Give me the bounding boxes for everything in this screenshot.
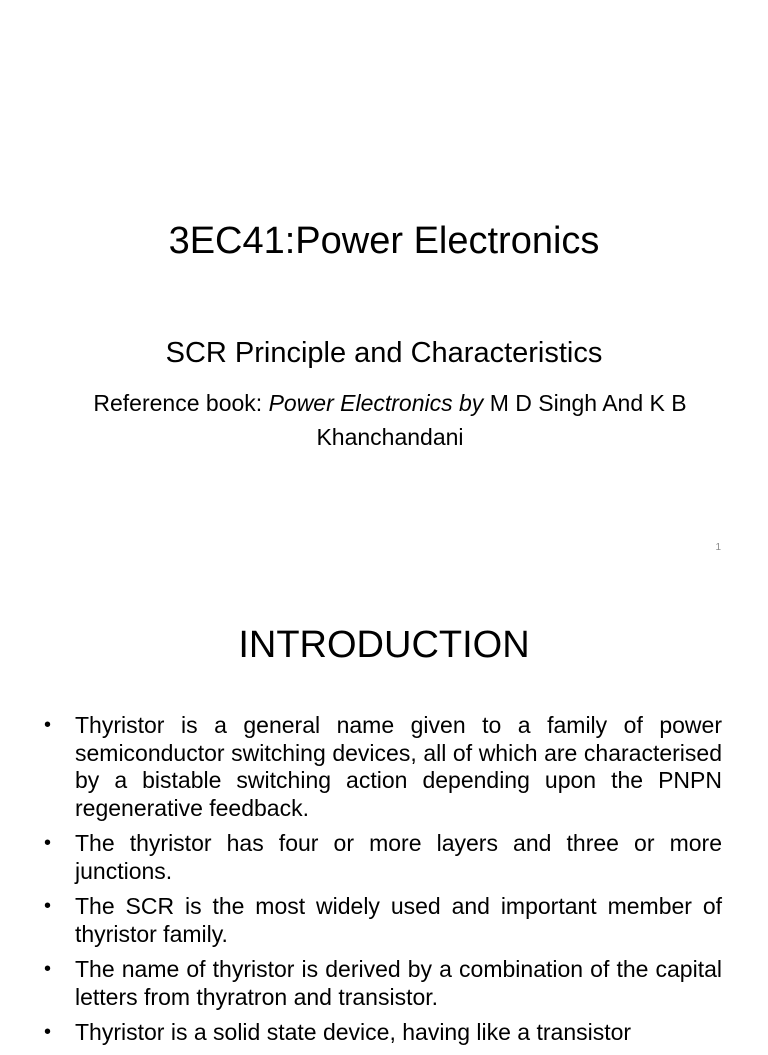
bullet-text: The SCR is the most widely used and important member of thyristor family. bbox=[75, 893, 722, 947]
introduction-slide bbox=[0, 576, 768, 1045]
bullet-text: Thyristor is a solid state device, having like a transistor bbox=[75, 1019, 632, 1045]
bullet-text: Thyristor is a general name given to a family of power semiconductor switching devices, all of which are characterised by a bistable switching action depending upon the PNPN regenerative feedback. bbox=[75, 712, 722, 821]
slide-number: 1 bbox=[715, 542, 721, 553]
reference-book-title: Power Electronics by bbox=[268, 390, 484, 416]
course-title: 3EC41:Power Electronics bbox=[168, 220, 600, 262]
bullet-icon: • bbox=[44, 832, 52, 854]
bullet-item bbox=[44, 956, 722, 1011]
slide-subtitle: SCR Principle and Characteristics bbox=[165, 337, 603, 369]
bullet-icon: • bbox=[44, 714, 52, 736]
bullet-item bbox=[44, 712, 722, 822]
reference-authors: M D Singh And K B Khanchandani bbox=[316, 390, 687, 450]
bullet-item bbox=[44, 893, 722, 948]
bullet-text: The name of thyristor is derived by a combination of the capital letters from thyratron and transistor. bbox=[75, 956, 722, 1010]
slide-title: INTRODUCTION bbox=[238, 624, 530, 666]
bullet-icon: • bbox=[44, 958, 52, 980]
bullet-text: The thyristor has four or more layers and three or more junctions. bbox=[75, 830, 722, 884]
reference-prefix: Reference book: bbox=[93, 390, 269, 416]
bullet-icon: • bbox=[44, 1021, 52, 1043]
bullet-item bbox=[44, 1019, 722, 1047]
bullet-icon: • bbox=[44, 895, 52, 917]
bullet-list bbox=[44, 712, 722, 1055]
reference-text bbox=[58, 386, 722, 454]
bullet-item bbox=[44, 830, 722, 885]
